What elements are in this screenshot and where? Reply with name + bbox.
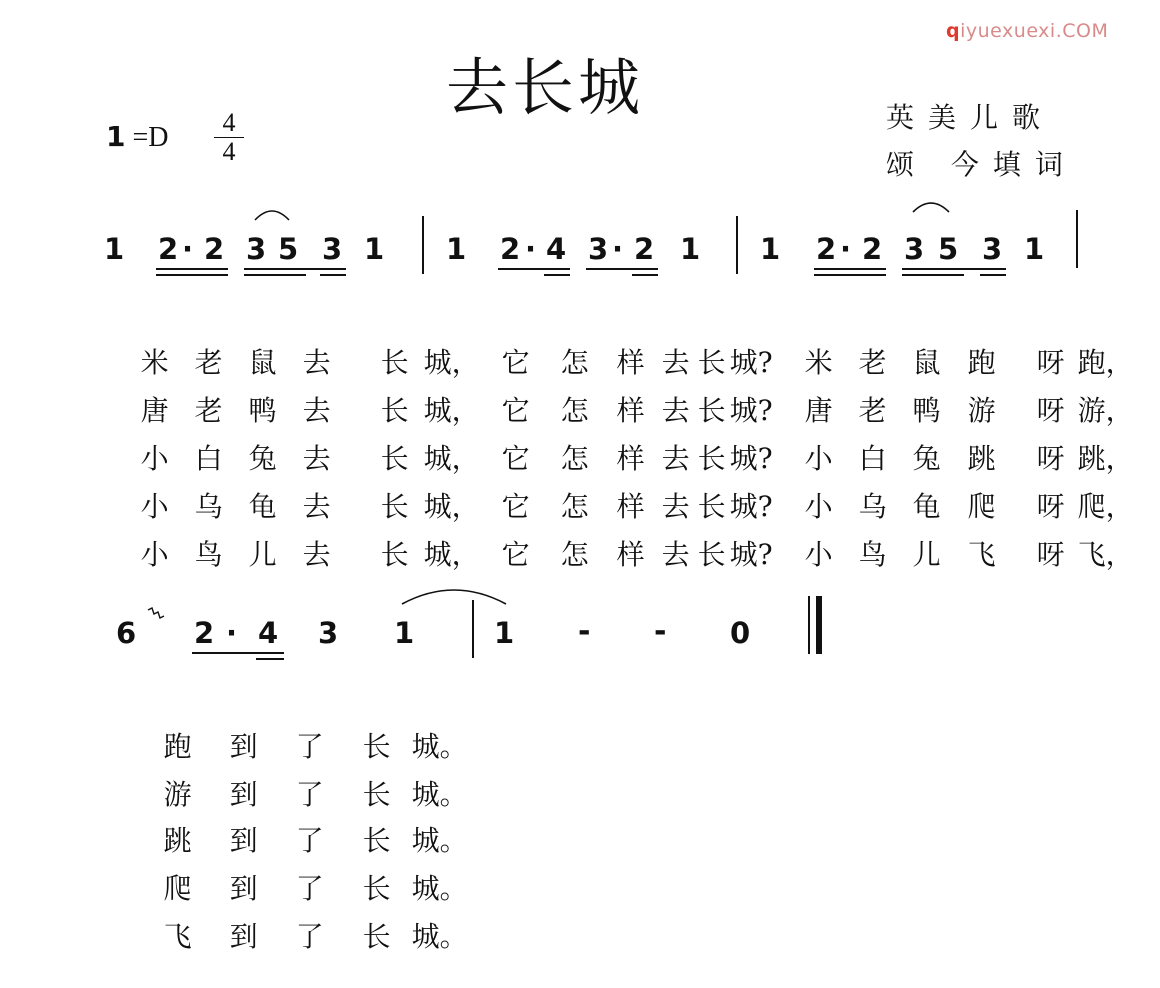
- note: 4: [258, 616, 279, 650]
- lyric-char: 小: [804, 490, 833, 523]
- lyric-char: 城。: [411, 730, 468, 763]
- note: 3: [904, 232, 925, 266]
- lyric-char: 样: [616, 346, 645, 379]
- lyric-char: 白: [194, 442, 223, 475]
- lyric-char: 去: [661, 538, 690, 571]
- beam-line: [320, 274, 346, 276]
- final-bar-thick: [816, 596, 822, 654]
- lyric-char: 去: [302, 346, 331, 379]
- lyric-char: 城?: [729, 538, 773, 571]
- note: 2: [862, 232, 883, 266]
- lyric-char: 呀: [1036, 442, 1065, 475]
- lyric-char: 城?: [729, 442, 773, 475]
- dot-mark: ·: [226, 616, 238, 650]
- lyric-char: 它: [501, 442, 530, 475]
- time-signature-top: 4: [222, 108, 236, 137]
- beam-line: [192, 652, 284, 654]
- beam-line: [902, 268, 1006, 270]
- lyric-char: 爬，: [1077, 490, 1134, 523]
- lyric-char: 长: [697, 490, 726, 523]
- note: 5: [938, 232, 959, 266]
- lyric-char: 游，: [1077, 394, 1134, 427]
- lyric-char: 长: [380, 538, 409, 571]
- lyric-char: 老: [858, 346, 887, 379]
- lyric-char: 长: [362, 872, 391, 905]
- note: 1: [104, 232, 125, 266]
- lyric-char: 长: [380, 442, 409, 475]
- bar-line: [472, 600, 474, 658]
- lyric-char: 老: [194, 394, 223, 427]
- lyric-char: 到: [229, 730, 258, 763]
- lyric-char: 城，: [423, 394, 480, 427]
- lyric-char: 长: [697, 442, 726, 475]
- dot-mark: ·: [182, 232, 194, 266]
- lyric-char: 长: [697, 394, 726, 427]
- tie-mark: [398, 584, 510, 608]
- lyric-char: 长: [380, 490, 409, 523]
- lyric-char: 了: [295, 920, 324, 953]
- key-degree: 1: [106, 120, 126, 153]
- lyric-char: 跳: [967, 442, 996, 475]
- lyric-char: 跳，: [1077, 442, 1134, 475]
- beam-line: [244, 274, 306, 276]
- lyric-char: 样: [616, 442, 645, 475]
- lyric-char: 城。: [411, 872, 468, 905]
- ending-line-5: [110, 882, 482, 988]
- lyric-char: 样: [616, 490, 645, 523]
- key-name: =D: [132, 122, 169, 153]
- lyric-char: 儿: [248, 538, 277, 571]
- credit-lyricist: 颂 今填词: [886, 148, 1077, 181]
- lyric-char: 小: [140, 442, 169, 475]
- lyric-char: 城，: [423, 490, 480, 523]
- slur-mark: [252, 204, 292, 222]
- lyric-char: 唐: [140, 394, 169, 427]
- note: 2: [204, 232, 225, 266]
- lyric-char: 长: [380, 394, 409, 427]
- note: 2: [158, 232, 179, 266]
- lyric-char: 唐: [804, 394, 833, 427]
- verse-line-5: [92, 500, 1138, 606]
- lyric-char: 兔: [912, 442, 941, 475]
- lyric-char: 样: [616, 394, 645, 427]
- lyric-char: 鸟: [194, 538, 223, 571]
- beam-line: [632, 274, 658, 276]
- lyric-char: 怎: [560, 394, 589, 427]
- lyric-char: 游: [163, 778, 192, 811]
- lyric-char: 龟: [912, 490, 941, 523]
- lyric-char: 爬: [967, 490, 996, 523]
- lyric-char: 去: [661, 490, 690, 523]
- time-signature: [214, 110, 244, 165]
- lyric-char: 它: [501, 346, 530, 379]
- bar-line: [1076, 210, 1078, 268]
- beam-line: [902, 274, 964, 276]
- lyric-char: 龟: [248, 490, 277, 523]
- lyric-char: 城，: [423, 538, 480, 571]
- lyric-char: 去: [302, 442, 331, 475]
- lyric-char: 城。: [411, 824, 468, 857]
- lyric-char: 城，: [423, 346, 480, 379]
- note: 5: [278, 232, 299, 266]
- note: 1: [494, 616, 515, 650]
- note: 3: [588, 232, 609, 266]
- lyric-char: 爬: [163, 872, 192, 905]
- beam-line: [498, 268, 570, 270]
- lyric-char: 跑: [967, 346, 996, 379]
- beam-line: [156, 274, 228, 276]
- lyric-char: 长: [362, 824, 391, 857]
- lyric-char: 呀: [1036, 394, 1065, 427]
- note: 3: [322, 232, 343, 266]
- beam-line: [814, 268, 886, 270]
- note: 3: [982, 232, 1003, 266]
- lyric-char: 老: [194, 346, 223, 379]
- lyric-char: 小: [804, 442, 833, 475]
- lyric-char: 怎: [560, 442, 589, 475]
- dot-mark: ·: [840, 232, 852, 266]
- note: 1: [760, 232, 781, 266]
- lyric-char: 去: [661, 346, 690, 379]
- note: 1: [1024, 232, 1045, 266]
- note: 1: [394, 616, 415, 650]
- glissando-mark: [146, 606, 166, 628]
- note: 2: [194, 616, 215, 650]
- lyric-char: 去: [302, 490, 331, 523]
- time-signature-bottom: 4: [222, 137, 236, 166]
- note: 4: [546, 232, 567, 266]
- note: 3: [246, 232, 267, 266]
- beam-line: [814, 274, 886, 276]
- lyric-char: 鸭: [248, 394, 277, 427]
- lyric-char: 城?: [729, 346, 773, 379]
- lyric-char: 兔: [248, 442, 277, 475]
- beam-line: [256, 658, 284, 660]
- lyric-char: 到: [229, 872, 258, 905]
- lyric-char: 米: [804, 346, 833, 379]
- lyric-char: 长: [362, 778, 391, 811]
- watermark-text: iyuexuexi.COM: [960, 20, 1109, 42]
- lyric-char: 呀: [1036, 538, 1065, 571]
- dot-mark: ·: [612, 232, 624, 266]
- lyric-char: 白: [858, 442, 887, 475]
- slur-mark: [910, 196, 952, 214]
- lyric-char: 去: [302, 394, 331, 427]
- dash-mark: -: [578, 614, 591, 649]
- lyric-char: 去: [661, 442, 690, 475]
- bar-line: [422, 216, 424, 274]
- lyric-char: 乌: [858, 490, 887, 523]
- lyric-char: 鸭: [912, 394, 941, 427]
- note: 0: [730, 616, 751, 650]
- note: 1: [446, 232, 467, 266]
- lyric-char: 呀: [1036, 490, 1065, 523]
- lyric-char: 它: [501, 394, 530, 427]
- lyric-char: 长: [362, 920, 391, 953]
- lyric-char: 城?: [729, 490, 773, 523]
- lyric-char: 去: [661, 394, 690, 427]
- lyric-char: 小: [140, 538, 169, 571]
- lyric-char: 城?: [729, 394, 773, 427]
- lyric-char: 鼠: [248, 346, 277, 379]
- note: 2: [816, 232, 837, 266]
- lyric-char: 长: [362, 730, 391, 763]
- beam-line: [544, 274, 570, 276]
- lyric-char: 跑: [163, 730, 192, 763]
- final-bar-thin: [808, 596, 810, 654]
- lyric-char: 儿: [912, 538, 941, 571]
- lyric-char: 到: [229, 778, 258, 811]
- note: 1: [364, 232, 385, 266]
- lyric-char: 城，: [423, 442, 480, 475]
- note: 1: [680, 232, 701, 266]
- note: 2: [500, 232, 521, 266]
- lyric-char: 小: [804, 538, 833, 571]
- site-watermark: [946, 20, 1108, 42]
- lyric-char: 了: [295, 730, 324, 763]
- lyric-char: 跳: [163, 824, 192, 857]
- song-title: 去长城: [446, 51, 645, 124]
- note: 3: [318, 616, 339, 650]
- beam-line: [980, 274, 1006, 276]
- lyric-char: 怎: [560, 490, 589, 523]
- lyric-char: 长: [380, 346, 409, 379]
- lyric-char: 飞: [163, 920, 192, 953]
- key-signature: [106, 120, 169, 154]
- lyric-char: 长: [697, 346, 726, 379]
- lyric-char: 了: [295, 824, 324, 857]
- note: 2: [634, 232, 655, 266]
- lyric-char: 游: [967, 394, 996, 427]
- lyric-char: 老: [858, 394, 887, 427]
- lyric-char: 了: [295, 778, 324, 811]
- beam-line: [156, 268, 228, 270]
- lyric-char: 长: [697, 538, 726, 571]
- dot-mark: ·: [525, 232, 537, 266]
- lyric-char: 乌: [194, 490, 223, 523]
- lyric-char: 到: [229, 824, 258, 857]
- dash-mark: -: [654, 614, 667, 649]
- note: 6: [116, 616, 137, 650]
- beam-line: [586, 268, 658, 270]
- bar-line: [736, 216, 738, 274]
- lyric-char: 鸟: [858, 538, 887, 571]
- lyric-char: 米: [140, 346, 169, 379]
- lyric-char: 呀: [1036, 346, 1065, 379]
- lyric-char: 飞，: [1077, 538, 1134, 571]
- lyric-char: 城。: [411, 920, 468, 953]
- lyric-char: 怎: [560, 346, 589, 379]
- lyric-char: 城。: [411, 778, 468, 811]
- watermark-logo: q: [946, 20, 961, 42]
- lyric-char: 鼠: [912, 346, 941, 379]
- lyric-char: 飞: [967, 538, 996, 571]
- lyric-char: 跑，: [1077, 346, 1134, 379]
- lyric-char: 到: [229, 920, 258, 953]
- lyric-char: 它: [501, 490, 530, 523]
- lyric-char: 去: [302, 538, 331, 571]
- lyric-char: 怎: [560, 538, 589, 571]
- lyric-char: 它: [501, 538, 530, 571]
- beam-line: [244, 268, 346, 270]
- lyric-char: 小: [140, 490, 169, 523]
- credit-origin: 英美儿歌: [886, 101, 1055, 134]
- lyric-char: 了: [295, 872, 324, 905]
- lyric-char: 样: [616, 538, 645, 571]
